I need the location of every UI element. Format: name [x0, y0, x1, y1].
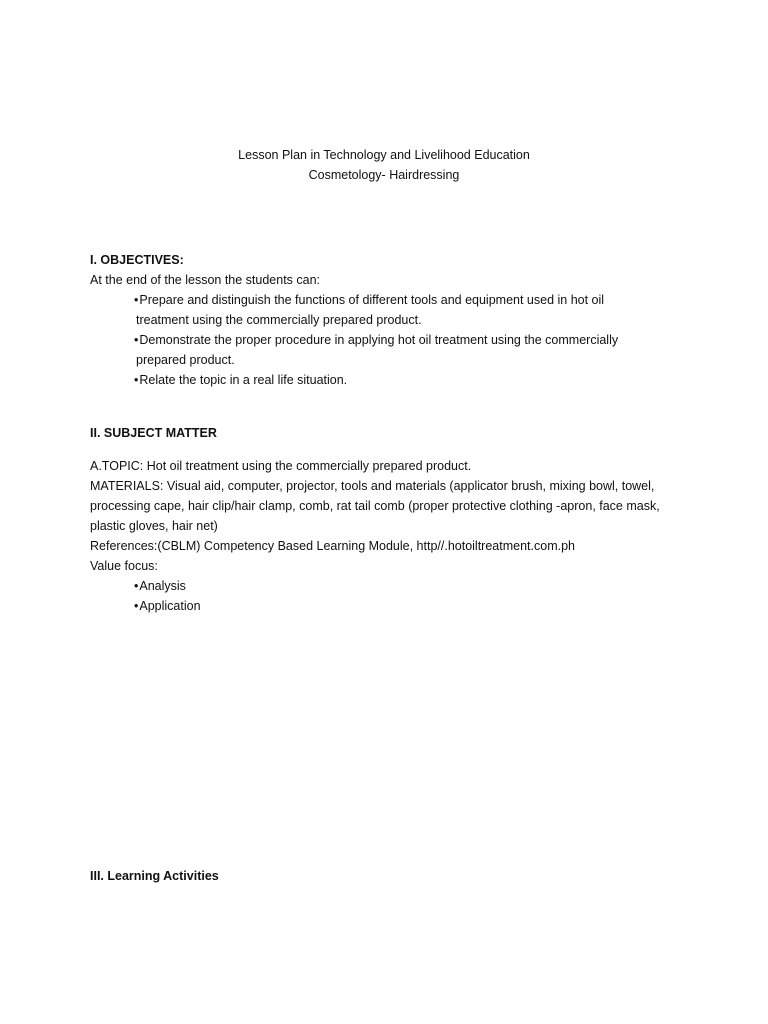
learning-activities-heading: III. Learning Activities: [90, 869, 219, 883]
bullet-icon: •: [134, 373, 139, 387]
materials-line-2: processing cape, hair clip/hair clamp, comb, rat tail comb (proper protective clothing -apron, face mask,: [90, 499, 660, 513]
objective-item-2-line2: prepared product.: [136, 353, 235, 367]
document-title: Lesson Plan in Technology and Livelihood Education: [238, 148, 530, 162]
value-focus-label: Value focus:: [90, 559, 158, 573]
value-item-2: [134, 596, 201, 616]
objectives-heading: I. OBJECTIVES:: [90, 253, 184, 267]
subject-matter-heading: II. SUBJECT MATTER: [90, 426, 217, 440]
references-text: (CBLM) Competency Based Learning Module, http//.hotoiltreatment.com.ph: [157, 539, 575, 553]
materials-line-1: [90, 476, 654, 496]
document-subtitle: Cosmetology- Hairdressing: [308, 168, 460, 182]
bullet-icon: •: [134, 579, 139, 593]
bullet-icon: •: [134, 293, 139, 307]
objective-item-1-line2: treatment using the commercially prepared product.: [136, 313, 422, 327]
objective-item-1: [134, 290, 604, 310]
topic-line: A.TOPIC: Hot oil treatment using the commercially prepared product.: [90, 459, 472, 473]
bullet-icon: •: [134, 333, 139, 347]
materials-label: MATERIALS:: [90, 479, 164, 493]
value-item-2-text: Application: [139, 599, 201, 613]
value-item-1: [134, 576, 186, 596]
references-line: [90, 536, 575, 556]
objective-item-3-line1: Relate the topic in a real life situation.: [139, 373, 348, 387]
objectives-intro: At the end of the lesson the students can:: [90, 273, 321, 287]
objective-item-2-line1: Demonstrate the proper procedure in applying hot oil treatment using the commercially: [139, 333, 619, 347]
materials-line-3: plastic gloves, hair net): [90, 519, 218, 533]
objective-item-2: [134, 330, 618, 350]
bullet-icon: •: [134, 599, 139, 613]
objective-item-3: [134, 370, 347, 390]
value-item-1-text: Analysis: [139, 579, 186, 593]
objective-item-1-line1: Prepare and distinguish the functions of different tools and equipment used in hot oil: [139, 293, 605, 307]
materials-text-1: Visual aid, computer, projector, tools and materials (applicator brush, mixing bowl, towel,: [163, 479, 655, 493]
references-label: References:: [90, 539, 158, 553]
